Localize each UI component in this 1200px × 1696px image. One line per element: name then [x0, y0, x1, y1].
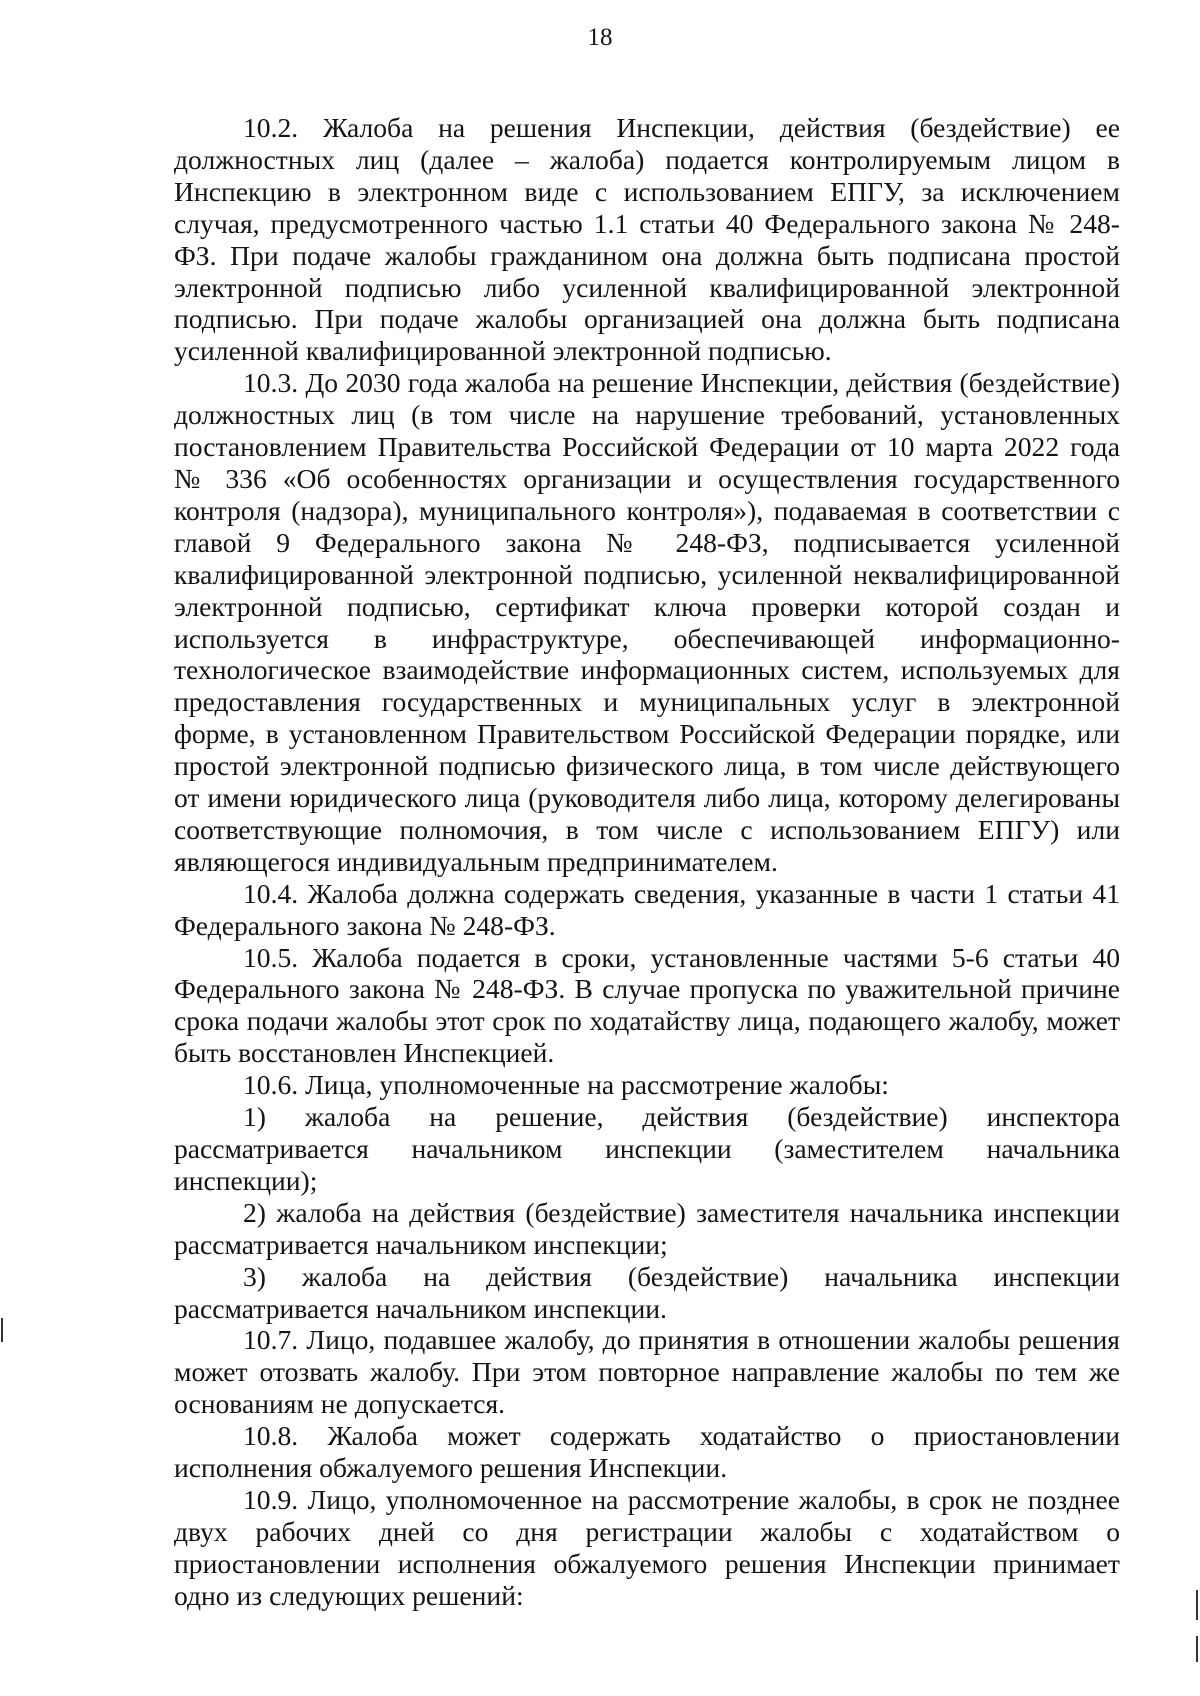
page-number: 18 — [587, 24, 613, 51]
list-item-10-6-3: 3) жалоба на действия (бездействие) начальника инспекции рассматривается начальником инспекции. — [174, 1260, 1120, 1324]
paragraph-10-8: 10.8. Жалоба может содержать ходатайство о приостановлении исполнения обжалуемого решения Инспекции. — [174, 1420, 1120, 1484]
list-item-10-6-2: 2) жалоба на действия (бездействие) заместителя начальника инспекции рассматривается начальником инспекции; — [174, 1196, 1120, 1260]
scan-edge-mark-right-top — [1196, 1590, 1198, 1620]
paragraph-10-7: 10.7. Лицо, подавшее жалобу, до принятия в отношении жалобы решения может отозвать жалобу. При этом повторное направление жалобы по тем же основаниям не допускается. — [174, 1324, 1120, 1420]
paragraph-10-6: 10.6. Лица, уполномоченные на рассмотрение жалобы: — [243, 1069, 889, 1101]
paragraph-10-4: 10.4. Жалоба должна содержать сведения, указанные в части 1 статьи 41 Федерального закона № 248-ФЗ. — [174, 877, 1120, 941]
list-item-10-6-1: 1) жалоба на решение, действия (бездействие) инспектора рассматривается начальником инспекции (заместителем начальника инспекции); — [174, 1101, 1120, 1196]
scan-edge-mark-right-bottom — [1196, 1636, 1198, 1662]
document-body — [174, 112, 1120, 1612]
scan-edge-mark-left — [1, 1318, 3, 1342]
paragraph-10-5: 10.5. Жалоба подается в сроки, установленные частями 5-6 статьи 40 Федерального закона № 248-ФЗ. В случае пропуска по уважительной причине срока подачи жалобы этот срок по ходатайству лица, подающего жалобу, может быть восстановлен Инспекцией. — [174, 941, 1120, 1069]
paragraph-10-3: 10.3. До 2030 года жалоба на решение Инспекции, действия (бездействие) должностных лиц (в том числе на нарушение требований, установленных постановлением Правительства Российской Федерации от 10 марта 2022 года № 336 «Об особенностях организации и осуществления государственного контроля (надзора), муниципального контроля»), подаваемая в соответствии с главой 9 Федерального закона № 248-ФЗ, подписывается усиленной квалифицированной электронной подписью, усиленной неквалифицированной электронной подписью, сертификат ключа проверки которой создан и используется в инфраструктуре, обеспечивающей информационно-технологическое взаимодействие информационных систем, используемых для предоставления государственных и муниципальных услуг в электронной форме, в установленном Правительством Российской Федерации порядке, или простой электронной подписью физического лица, в том числе действующего от имени юридического лица (руководителя либо лица, которому делегированы соответствующие полномочия, в том числе с использованием ЕПГУ) или являющегося индивидуальным предпринимателем. — [174, 367, 1120, 877]
paragraph-10-2: 10.2. Жалоба на решения Инспекции, действия (бездействие) ее должностных лиц (далее – жалоба) подается контролируемым лицом в Инспекцию в электронном виде с использованием ЕПГУ, за исключением случая, предусмотренного частью 1.1 статьи 40 Федерального закона № 248-ФЗ. При подаче жалобы гражданином она должна быть подписана простой электронной подписью либо усиленной квалифицированной электронной подписью. При подаче жалобы организацией она должна быть подписана усиленной квалифицированной электронной подписью. — [174, 112, 1120, 367]
paragraph-10-9: 10.9. Лицо, уполномоченное на рассмотрение жалобы, в срок не позднее двух рабочих дней со дня регистрации жалобы с ходатайством о приостановлении исполнения обжалуемого решения Инспекции принимает одно из следующих решений: — [174, 1483, 1120, 1611]
